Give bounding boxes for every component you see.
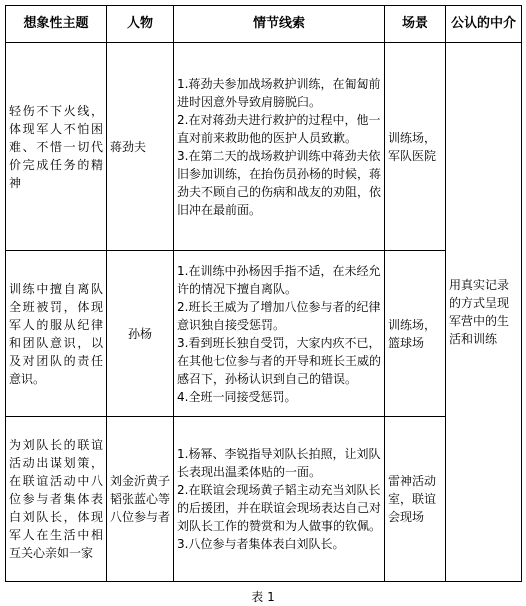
table-row: [6, 251, 522, 417]
person-cell: 刘金沂黄子韬张蓝心等八位参与者: [107, 417, 174, 582]
theme-cell: 为刘队长的联谊活动出谋划策，在联谊活动中八位参与者集体表白刘队长，体现军人在生活中相互关心亲如一家: [6, 417, 107, 582]
scene-cell: 雷神活动室，联谊会现场: [385, 417, 446, 582]
header-plot: 情节线索: [174, 6, 385, 43]
plot-item: 3.在第二天的战场救护训练中蒋劲夫依旧参加训练，在抬伤员孙杨的时候，蒋劲夫不顾自己的伤病和战友的劝阻，依旧冲在最前面。: [177, 148, 382, 217]
header-person: 人物: [107, 6, 174, 43]
header-theme: 想象性主题: [6, 6, 107, 43]
summary-table: [5, 5, 522, 582]
person-cell: 孙杨: [107, 251, 174, 417]
plot-item: 2.在对蒋劲夫进行救护的过程中，他一直对前来救助他的医护人员致歉。: [177, 112, 381, 145]
plot-item: 3.八位参与者集体表白刘队长。: [177, 537, 345, 551]
table-row: [6, 43, 522, 251]
header-intermediary: 公认的中介: [446, 6, 522, 43]
plot-item: 2.在联谊会现场黄子韬主动充当刘队长的后援团，并在联谊会现场表达自己对刘队长工作的赞赏和为人做事的钦佩。: [177, 483, 382, 533]
plot-cell: [174, 417, 385, 582]
theme-cell: 轻伤不下火线，体现军人不怕困难、不惜一切代价完成任务的精神: [6, 43, 107, 251]
plot-item: 1.杨幂、李锐指导刘队长拍照，让刘队长表现出温柔体贴的一面。: [177, 447, 381, 479]
theme-cell: 训练中擅自离队全班被罚，体现军人的服从纪律和团队意识，以及对团队的责任意识。: [6, 251, 107, 417]
plot-item: 3.看到班长独自受罚，大家内疚不已，在其他七位参与者的开导和班长王威的感召下，孙杨认识到自己的错误。: [177, 335, 382, 386]
plot-cell: [174, 251, 385, 417]
scene-cell: 训练场，军队医院: [385, 43, 446, 251]
plot-item: 2.班长王威为了增加八位参与者的纪律意识独自接受惩罚。: [177, 299, 381, 332]
table-row: [6, 417, 522, 582]
plot-item: 1.在训练中孙杨因手指不适，在未经允许的情况下擅自离队。: [177, 263, 381, 296]
intermediary-cell: 用真实记录的方式呈现军营中的生活和训练: [446, 43, 522, 582]
person-cell: 蒋劲夫: [107, 43, 174, 251]
header-scene: 场景: [385, 6, 446, 43]
plot-cell: [174, 43, 385, 251]
table-caption: 表 1: [251, 590, 275, 604]
table-header-row: [6, 6, 522, 43]
plot-item: 1.蒋劲夫参加战场救护训练，在匍匐前进时因意外导致肩膀脱臼。: [177, 76, 381, 109]
plot-item: 4.全班一同接受惩罚。: [177, 389, 297, 404]
scene-cell: 训练场，篮球场: [385, 251, 446, 417]
